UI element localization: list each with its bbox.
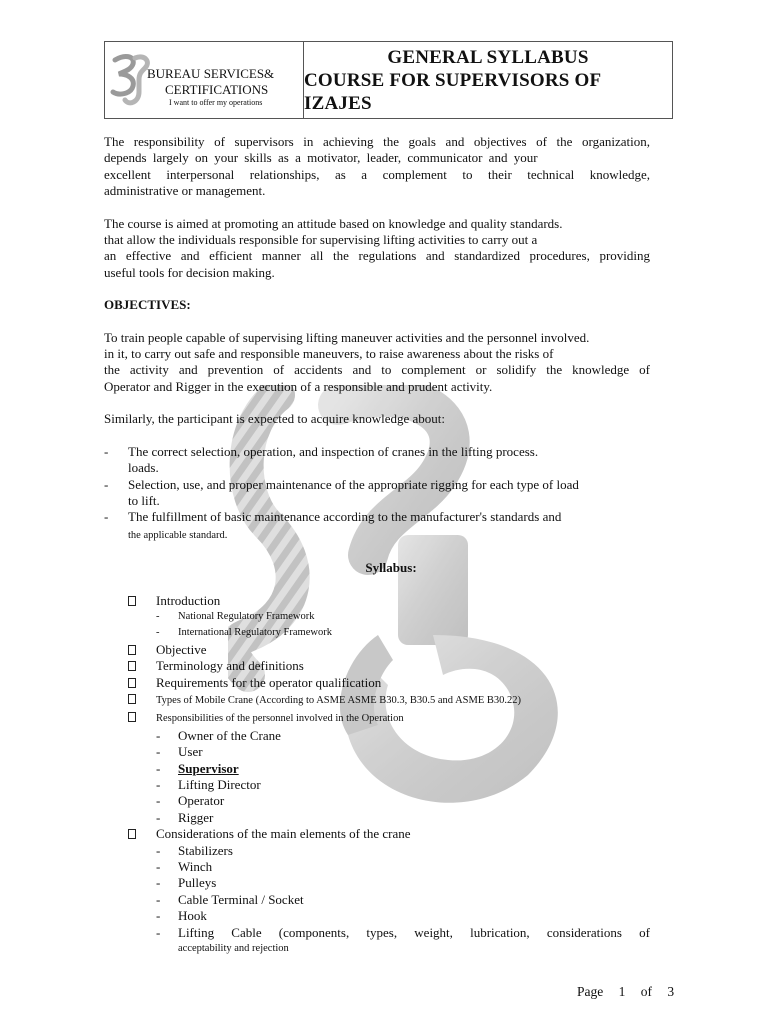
sub-item-label: User bbox=[178, 744, 203, 760]
text-line: administrative or management. bbox=[104, 183, 266, 199]
list-item bbox=[104, 477, 650, 510]
dash-bullet-icon: - bbox=[156, 924, 161, 940]
dash-bullet-icon: - bbox=[156, 859, 161, 875]
sub-item-label: Pulleys bbox=[178, 875, 217, 891]
dash-bullet-icon: - bbox=[156, 744, 161, 760]
syllabus-item-introduction bbox=[104, 593, 650, 642]
dash-bullet-icon: - bbox=[156, 809, 161, 825]
text-line: depends largely on your skills as a motivator, leader, communicator and your bbox=[104, 150, 538, 166]
page-label: Page bbox=[577, 984, 604, 999]
dash-bullet-icon: - bbox=[156, 793, 161, 809]
title-cell bbox=[304, 42, 672, 118]
sub-item-label: National Regulatory Framework bbox=[178, 610, 315, 622]
list-item-text: to lift. bbox=[128, 492, 160, 508]
syllabus-item-responsibilities bbox=[104, 709, 650, 826]
list-item bbox=[156, 810, 650, 826]
logo-company-line1: BUREAU SERVICES& bbox=[147, 66, 275, 81]
sub-item-label: International Regulatory Framework bbox=[178, 627, 332, 639]
logo-company-line2: CERTIFICATIONS bbox=[165, 82, 269, 97]
text-line: in it, to carry out safe and responsible maneuvers, to raise awareness about the risks of bbox=[104, 346, 554, 362]
sub-item-label: Lifting Cable (components, types, weight, lubrication, considerations of bbox=[178, 924, 650, 940]
syllabus-title: Syllabus: bbox=[365, 560, 417, 576]
syllabus-item-objective bbox=[104, 642, 650, 658]
page-number: 1 bbox=[618, 984, 626, 999]
dash-bullet-icon: - bbox=[156, 610, 160, 622]
text-line: useful tools for decision making. bbox=[104, 264, 275, 280]
dash-bullet-icon: - bbox=[104, 443, 109, 459]
text-line: The responsibility of supervisors in achieving the goals and objectives of the organization, bbox=[104, 134, 650, 149]
logo-tagline: I want to offer my operations bbox=[169, 98, 263, 107]
syllabus-item-label: Terminology and definitions bbox=[156, 658, 304, 674]
sub-item-label: Stabilizers bbox=[178, 842, 233, 858]
list-item bbox=[156, 908, 650, 924]
list-item-text: The correct selection, operation, and inspection of cranes in the lifting process. bbox=[128, 443, 539, 459]
list-item bbox=[156, 892, 650, 908]
text-line: The course is aimed at promoting an attitude based on knowledge and quality standards. bbox=[104, 215, 563, 231]
text-line: excellent interpersonal relationships, as a complement to their technical knowledge, bbox=[104, 166, 650, 182]
sub-item-label: Rigger bbox=[178, 809, 214, 825]
list-item-text: Selection, use, and proper maintenance of the appropriate rigging for each type of load bbox=[128, 476, 579, 492]
syllabus-item-terminology bbox=[104, 658, 650, 674]
document-header bbox=[104, 41, 673, 119]
document-body bbox=[104, 134, 650, 957]
dash-bullet-icon: - bbox=[156, 760, 161, 776]
dash-bullet-icon: - bbox=[156, 777, 161, 792]
sub-item-label: Operator bbox=[178, 793, 225, 809]
sub-item-label: Lifting Director bbox=[178, 777, 261, 792]
list-item bbox=[156, 843, 650, 859]
list-item bbox=[156, 609, 650, 625]
syllabus-item-label: Responsibilities of the personnel involved in the Operation bbox=[156, 713, 404, 725]
square-bullet-icon bbox=[128, 645, 136, 655]
logo-cell bbox=[105, 42, 304, 118]
text-line: the activity and prevention of accidents and to complement or solidify the knowledge of bbox=[104, 362, 650, 378]
list-item bbox=[156, 625, 650, 641]
page-total: 3 bbox=[667, 984, 675, 999]
sub-item-label: Winch bbox=[178, 859, 213, 875]
dash-bullet-icon: - bbox=[156, 627, 160, 639]
syllabus-list bbox=[104, 593, 650, 958]
syllabus-item-label: Objective bbox=[156, 641, 207, 657]
list-item bbox=[156, 744, 650, 760]
page-of-label: of bbox=[640, 984, 652, 999]
sub-item-label-emphasized: Supervisor bbox=[178, 760, 239, 776]
dash-bullet-icon: - bbox=[156, 727, 161, 743]
dash-bullet-icon: - bbox=[156, 891, 161, 907]
syllabus-item-label: Requirements for the operator qualification bbox=[156, 674, 382, 690]
text-line: that allow the individuals responsible for supervising lifting activities to carry out a bbox=[104, 232, 538, 248]
sub-item-label: Cable Terminal / Socket bbox=[178, 891, 304, 907]
list-item bbox=[156, 793, 650, 809]
objectives-lead: Similarly, the participant is expected to acquire knowledge about: bbox=[104, 411, 446, 427]
list-item bbox=[156, 925, 650, 958]
dash-bullet-icon: - bbox=[156, 875, 161, 891]
list-item-text: The fulfillment of basic maintenance according to the manufacturer's standards and bbox=[128, 509, 562, 525]
text-line: an effective and efficient manner all the regulations and standardized procedures, providing bbox=[104, 248, 650, 264]
syllabus-item-requirements bbox=[104, 675, 650, 691]
intro-paragraph-2 bbox=[104, 216, 650, 282]
text-line: Operator and Rigger in the execution of a responsible and prudent activity. bbox=[104, 378, 493, 394]
list-item bbox=[156, 777, 650, 793]
list-item bbox=[156, 728, 650, 744]
objectives-list bbox=[104, 444, 650, 544]
syllabus-item-crane-elements bbox=[104, 826, 650, 957]
square-bullet-icon bbox=[128, 712, 136, 722]
square-bullet-icon bbox=[128, 678, 136, 688]
syllabus-item-label: Introduction bbox=[156, 592, 221, 608]
intro-paragraph-1 bbox=[104, 134, 650, 200]
objectives-paragraph bbox=[104, 330, 650, 396]
list-item bbox=[156, 761, 650, 777]
list-item-text: loads. bbox=[128, 460, 159, 476]
list-item bbox=[156, 859, 650, 875]
dash-bullet-icon: - bbox=[156, 908, 161, 924]
dash-bullet-icon: - bbox=[104, 476, 109, 492]
list-item bbox=[104, 509, 650, 544]
document-title-line1: GENERAL SYLLABUS bbox=[387, 46, 589, 68]
syllabus-sublist bbox=[156, 843, 650, 958]
square-bullet-icon bbox=[128, 694, 136, 704]
document-title-line2: COURSE FOR SUPERVISORS OF IZAJES bbox=[304, 69, 601, 114]
list-item bbox=[156, 875, 650, 891]
dash-bullet-icon: - bbox=[104, 509, 109, 525]
company-logo-icon bbox=[109, 52, 153, 112]
page-footer bbox=[577, 984, 680, 1000]
syllabus-item-label: Types of Mobile Crane (According to ASME ASME B30.3, B30.5 and ASME B30.22) bbox=[156, 694, 522, 706]
syllabus-sublist bbox=[156, 609, 650, 642]
list-item-text: the applicable standard. bbox=[128, 529, 228, 541]
sub-item-label: Owner of the Crane bbox=[178, 727, 281, 743]
dash-bullet-icon: - bbox=[156, 842, 161, 858]
sub-item-label-continuation: acceptability and rejection bbox=[178, 943, 289, 955]
square-bullet-icon bbox=[128, 596, 136, 606]
syllabus-item-label: Considerations of the main elements of the crane bbox=[156, 826, 411, 842]
square-bullet-icon bbox=[128, 829, 136, 839]
list-item bbox=[104, 444, 650, 477]
syllabus-item-crane-types bbox=[104, 691, 650, 709]
square-bullet-icon bbox=[128, 661, 136, 671]
text-line: To train people capable of supervising lifting maneuver activities and the personnel involved. bbox=[104, 329, 590, 345]
sub-item-label: Hook bbox=[178, 908, 207, 924]
objectives-heading: OBJECTIVES: bbox=[104, 297, 191, 313]
syllabus-sublist bbox=[156, 728, 650, 826]
